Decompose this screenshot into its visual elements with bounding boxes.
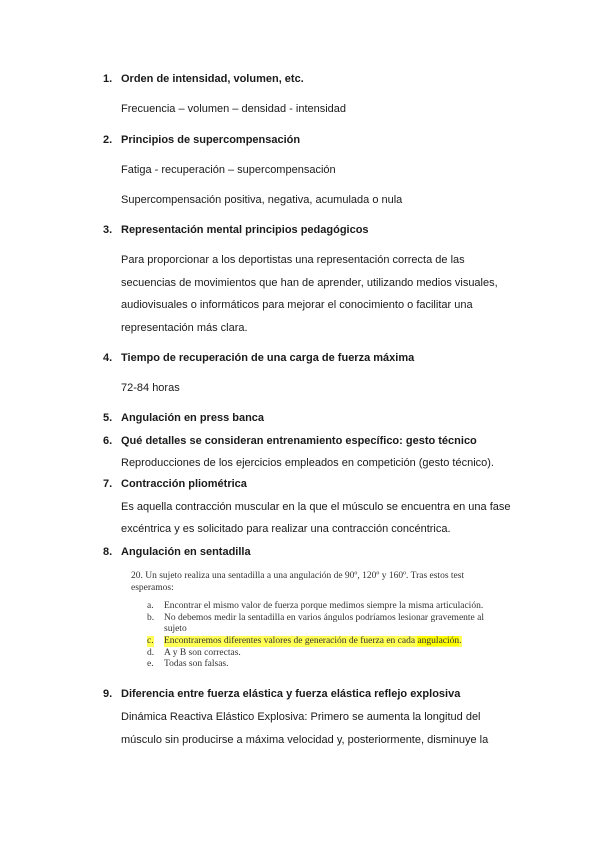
quiz-option-c-main: Encontraremos diferentes valores de generación de fuerza en cada: [164, 636, 418, 646]
item-4-body-1: 72-84 horas: [121, 382, 180, 394]
item-7-number: 7.: [103, 478, 113, 490]
quiz-option-letter: b.: [147, 613, 155, 623]
quiz-option-letter: a.: [147, 601, 154, 611]
item-5-title: Angulación en press banca: [121, 412, 265, 424]
item-3-body-1: Para proporcionar a los deportistas una representación correcta de las: [121, 254, 465, 266]
item-4-number: 4.: [103, 352, 113, 364]
quiz-option-letter: e.: [147, 659, 154, 669]
quiz-option-text: Todas son falsas.: [164, 659, 229, 669]
quiz-option-letter: c.: [147, 636, 154, 646]
quiz-option-text: A y B son correctas.: [164, 648, 241, 658]
item-9-title: Diferencia entre fuerza elástica y fuerza elástica reflejo explosiva: [121, 688, 461, 700]
quiz-option-text: Encontrar el mismo valor de fuerza porque medimos siempre la misma articulación.: [164, 601, 484, 611]
item-6-title: Qué detalles se consideran entrenamiento específico: gesto técnico: [121, 435, 477, 447]
item-6-number: 6.: [103, 435, 113, 447]
item-1-title: Orden de intensidad, volumen, etc.: [121, 73, 304, 85]
item-3-number: 3.: [103, 224, 113, 236]
item-2-body-2: Supercompensación positiva, negativa, acumulada o nula: [121, 194, 403, 206]
item-8-number: 8.: [103, 546, 113, 558]
item-2-body-1: Fatiga - recuperación – supercompensación: [121, 164, 336, 176]
quiz-question-line-1: 20. Un sujeto realiza una sentadilla a una angulación de 90º, 120º y 160º. Tras estos test: [131, 571, 465, 581]
item-9-number: 9.: [103, 688, 113, 700]
item-3-title: Representación mental principios pedagógicos: [121, 224, 369, 236]
item-7-body-1: Es aquella contracción muscular en la que el músculo se encuentra en una fase: [121, 501, 511, 513]
quiz-question-line-2: esperamos:: [131, 583, 174, 593]
item-5-number: 5.: [103, 412, 113, 424]
quiz-option-text: No debemos medir la sentadilla en varios ángulos podríamos lesionar gravemente al: [164, 613, 485, 623]
item-9-body-1: Dinámica Reactiva Elástico Explosiva: Primero se aumenta la longitud del: [121, 711, 481, 723]
item-3-body-3: audiovisuales o informáticos para mejorar el conocimiento o facilitar una: [121, 299, 473, 311]
quiz-option-text: sujeto: [164, 624, 187, 634]
highlighted-word: angulación: [417, 636, 460, 646]
item-7-body-2: excéntrica y es solicitado para realizar una contracción concéntrica.: [121, 523, 451, 535]
item-1-body-1: Frecuencia – volumen – densidad - intensidad: [121, 103, 347, 115]
item-8-title: Angulación en sentadilla: [121, 546, 251, 558]
quiz-option-c-tail: .: [459, 636, 462, 646]
quiz-option-text: [164, 636, 462, 647]
item-4-title: Tiempo de recuperación de una carga de fuerza máxima: [121, 352, 415, 364]
item-3-body-2: secuencias de movimientos que han de aprender, utilizando medios visuales,: [121, 277, 498, 289]
item-2-number: 2.: [103, 134, 113, 146]
item-1-number: 1.: [103, 73, 113, 85]
quiz-option-letter: d.: [147, 648, 155, 658]
item-9-body-2: músculo sin producirse a máxima velocidad y, posteriormente, disminuye la: [121, 734, 489, 746]
item-3-body-4: representación más clara.: [121, 322, 248, 334]
item-2-title: Principios de supercompensación: [121, 134, 301, 146]
item-6-body-1: Reproducciones de los ejercicios empleados en competición (gesto técnico).: [121, 457, 494, 469]
item-7-title: Contracción pliométrica: [121, 478, 247, 490]
